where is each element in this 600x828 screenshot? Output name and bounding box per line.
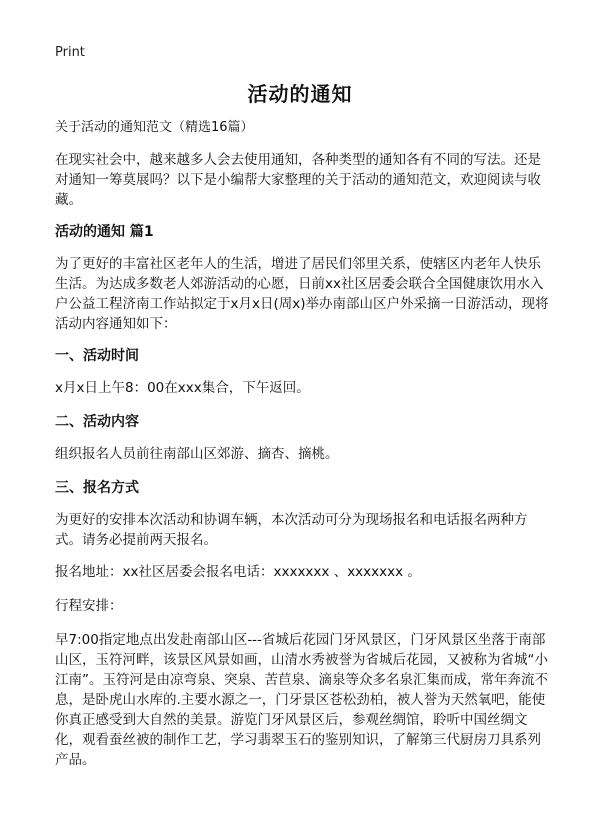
document-title: 活动的通知	[247, 82, 353, 106]
section-text-signup: 为更好的安排本次活动和协调车辆，本次活动可分为现场报名和电话报名两种方式。请务必提前两天报名。	[55, 512, 528, 548]
article-paragraph: 为了更好的丰富社区老年人的生活，增进了居民们邻里关系，使辖区内老年人快乐生活。为达成多数老人郊游活动的心愿，日前xx社区居委会联合全国健康饮用水入户公益工程济南工作站拟定于x月x日(周x)举办南部山区户外采摘一日游活动，现将活动内容通知如下：	[55, 256, 549, 332]
article-heading: 活动的通知 篇1	[55, 224, 154, 240]
section-text-content: 组织报名人员前往南部山区郊游、摘杏、摘桃。	[55, 446, 339, 462]
section-heading-time: 一、活动时间	[55, 348, 139, 364]
document-body	[55, 118, 552, 770]
print-label[interactable]: Print	[55, 45, 85, 60]
section-heading-content: 二、活动内容	[55, 414, 139, 430]
section-heading-signup: 三、报名方式	[55, 480, 139, 496]
subtitle: 关于活动的通知范文（精选16篇）	[55, 120, 254, 135]
section-text-time: x月x日上午8：00在xxx集合，下午返回。	[55, 380, 310, 396]
signup-address: 报名地址：xx社区居委会报名电话：xxxxxxx 、xxxxxxx 。	[55, 564, 421, 580]
itinerary-label: 行程安排：	[55, 598, 123, 614]
intro-paragraph: 在现实社会中，越来越多人会去使用通知，各种类型的通知各有不同的写法。还是对通知一筹莫展吗？以下是小编帮大家整理的关于活动的通知范文，欢迎阅读与收藏。	[55, 152, 541, 208]
itinerary-paragraph: 早7:00指定地点出发赴南部山区---省城后花园门牙风景区，门牙风景区坐落于南部山区，玉符河畔，该景区风景如画，山清水秀被誉为省城后花园，又被称为省城“小江南”。玉符河是由凉弯泉、突泉、苦苣泉、滴泉等众多名泉汇集而成，常年奔流不息，是卧虎山水库的.主要水源之一，门牙景区苍松劲柏，被人誉为天然氧吧，能使你真正感受到大自然的美景。游览门牙风景区后，参观丝绸馆，聆听中国丝绸文化，观看蚕丝被的制作工艺，学习翡翠玉石的鉴别知识，了解第三代厨房刀具系列产品。	[55, 632, 548, 768]
